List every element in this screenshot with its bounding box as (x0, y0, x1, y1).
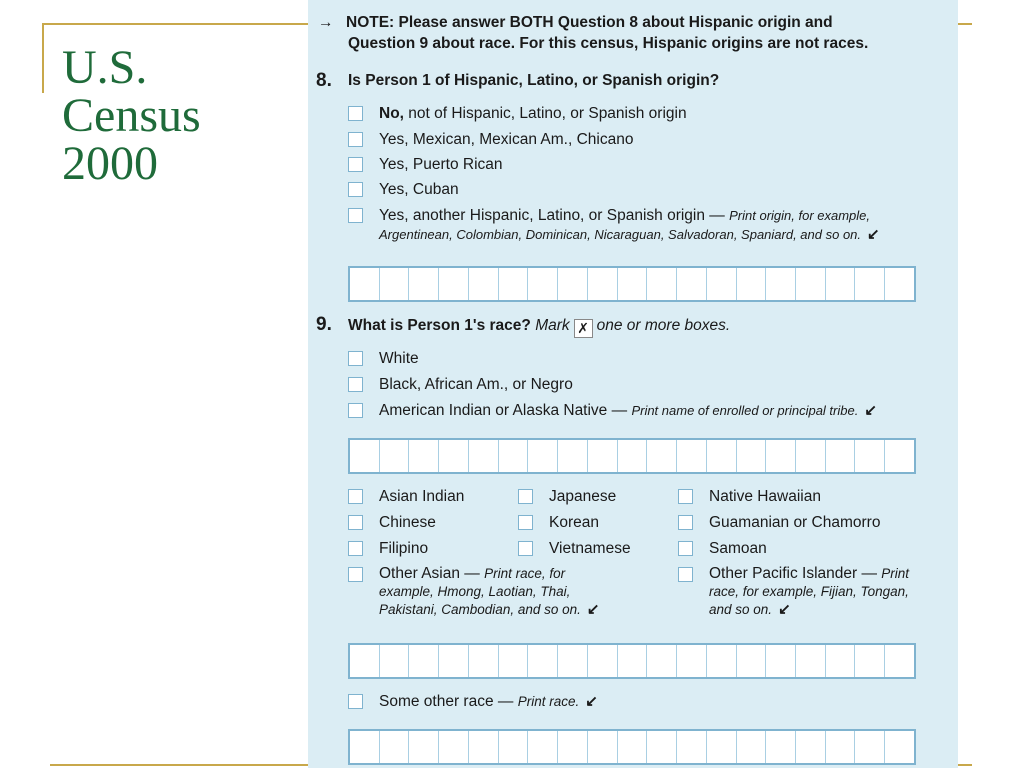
q9-some-other-write-in-field[interactable] (348, 729, 916, 765)
arrow-down-left-icon: ↙ (867, 226, 880, 243)
q9-option-other-pacific-islander[interactable] (678, 565, 958, 619)
q9-option-black-label: Black, African Am., or Negro (379, 376, 573, 393)
q9-other-pi-hint-2: race, for example, Fijian, Tongan, (709, 584, 909, 599)
q9-option-vietnamese[interactable] (518, 539, 631, 558)
note (318, 12, 868, 54)
question-9-mark-suffix: one or more boxes. (596, 317, 731, 334)
q8-option-mexican-label: Yes, Mexican, Mexican Am., Chicano (379, 131, 634, 148)
accent-rule-top-right (958, 23, 972, 25)
checkbox[interactable] (348, 351, 363, 366)
checkbox[interactable] (348, 377, 363, 392)
checkbox[interactable] (348, 157, 363, 172)
checkbox[interactable] (678, 489, 693, 504)
arrow-down-left-icon: ↙ (864, 402, 877, 419)
q9-some-other-hint: Print race. (517, 694, 580, 709)
q9-option-black[interactable] (348, 375, 573, 394)
accent-rule-vertical (42, 23, 44, 93)
title-line-2: Census (62, 89, 201, 142)
q9-other-pi-label: Other Pacific Islander — (709, 565, 877, 582)
q9-option-native-hawaiian[interactable] (678, 487, 821, 506)
q8-other-label: Yes, another Hispanic, Latino, or Spanish origin — (379, 207, 725, 224)
checkbox[interactable] (518, 515, 533, 530)
q9-other-asian-label: Other Asian — (379, 565, 480, 582)
question-9-text (348, 317, 730, 338)
slide-title (62, 41, 302, 190)
q8-write-in-field[interactable] (348, 266, 916, 302)
q9-asian-pi-write-in-field[interactable] (348, 643, 916, 679)
checkbox[interactable] (348, 403, 363, 418)
q9-option-other-asian[interactable] (348, 565, 658, 619)
checkbox[interactable] (348, 515, 363, 530)
checkbox[interactable] (348, 489, 363, 504)
q8-option-other-hispanic[interactable] (348, 206, 880, 244)
q8-other-hint-2: Argentinean, Colombian, Dominican, Nicaraguan, Salvadoran, Spaniard, and so on. (379, 227, 862, 242)
checkbox[interactable] (348, 182, 363, 197)
q9-option-filipino[interactable] (348, 539, 428, 558)
title-line-3: 2000 (62, 137, 158, 190)
checkbox[interactable] (678, 567, 693, 582)
q9-option-samoan[interactable] (678, 539, 767, 558)
q8-option-cuban[interactable] (348, 180, 459, 199)
q9-option-white[interactable] (348, 349, 419, 368)
q9-vietnamese-label: Vietnamese (549, 540, 631, 557)
q9-aian-label: American Indian or Alaska Native — (379, 402, 628, 419)
checkbox[interactable] (348, 106, 363, 121)
q9-aian-hint: Print name of enrolled or principal tribe. (631, 403, 859, 418)
q9-tribe-write-in-field[interactable] (348, 438, 916, 474)
q9-option-asian-indian[interactable] (348, 487, 464, 506)
question-9-mark-prefix: Mark (535, 317, 570, 334)
checkbox[interactable] (518, 489, 533, 504)
question-8-text: Is Person 1 of Hispanic, Latino, or Spanish origin? (348, 72, 720, 89)
q9-other-asian-hint-1: Print race, for (484, 566, 566, 581)
q9-other-pi-hint-3: and so on. (709, 602, 773, 617)
q9-option-korean[interactable] (518, 513, 599, 532)
arrow-down-left-icon: ↙ (585, 693, 598, 710)
q8-option-puerto-rican[interactable] (348, 155, 503, 174)
checkbox[interactable] (348, 567, 363, 582)
q8-option-puerto-rican-label: Yes, Puerto Rican (379, 156, 503, 173)
accent-rule-bottom-right (958, 764, 972, 766)
q9-option-chinese[interactable] (348, 513, 436, 532)
q9-asian-indian-label: Asian Indian (379, 488, 465, 505)
title-line-1: U.S. (62, 41, 148, 94)
arrow-down-left-icon: ↙ (778, 601, 791, 618)
q9-other-pi-hint-1: Print (881, 566, 910, 581)
q9-option-guamanian[interactable] (678, 513, 880, 532)
q8-option-mexican[interactable] (348, 130, 633, 149)
checkbox[interactable] (348, 132, 363, 147)
checkbox[interactable] (518, 541, 533, 556)
arrow-right-icon: → (318, 14, 334, 31)
q9-filipino-label: Filipino (379, 540, 429, 557)
arrow-down-left-icon: ↙ (586, 601, 600, 618)
q9-some-other-label: Some other race — (379, 693, 514, 710)
q9-native-hawaiian-label: Native Hawaiian (709, 488, 821, 505)
q9-chinese-label: Chinese (379, 514, 436, 531)
q9-option-some-other-race[interactable] (348, 692, 598, 711)
q8-option-no-bold: No, (379, 105, 404, 122)
census-form-image (308, 0, 958, 768)
q9-option-japanese[interactable] (518, 487, 616, 506)
q9-option-aian[interactable] (348, 401, 877, 420)
q9-other-asian-hint-3: Pakistani, Cambodian, and so on. (379, 602, 581, 617)
checkbox[interactable] (678, 541, 693, 556)
q9-korean-label: Korean (549, 514, 599, 531)
question-9-prompt: What is Person 1's race? (348, 317, 531, 334)
checkbox[interactable] (348, 208, 363, 223)
q9-japanese-label: Japanese (549, 488, 617, 505)
note-line-1: NOTE: Please answer BOTH Question 8 about Hispanic origin and (346, 14, 833, 31)
q9-other-asian-hint-2: example, Hmong, Laotian, Thai, (379, 584, 571, 599)
x-mark-icon: ✗ (574, 319, 593, 338)
q9-samoan-label: Samoan (709, 540, 767, 557)
q9-guamanian-label: Guamanian or Chamorro (709, 514, 881, 531)
accent-rule-top (42, 23, 308, 25)
question-9-number: 9. (316, 314, 332, 335)
q8-option-no-label: not of Hispanic, Latino, or Spanish origin (403, 105, 687, 122)
q8-other-hint-1: Print origin, for example, (729, 208, 871, 223)
q9-option-white-label: White (379, 350, 419, 367)
accent-rule-bottom (50, 764, 308, 766)
q8-option-cuban-label: Yes, Cuban (379, 181, 459, 198)
note-line-2: Question 9 about race. For this census, Hispanic origins are not races. (348, 35, 869, 52)
checkbox[interactable] (348, 694, 363, 709)
q8-option-no[interactable] (348, 104, 687, 123)
checkbox[interactable] (348, 541, 363, 556)
checkbox[interactable] (678, 515, 693, 530)
question-8-number: 8. (316, 70, 332, 91)
